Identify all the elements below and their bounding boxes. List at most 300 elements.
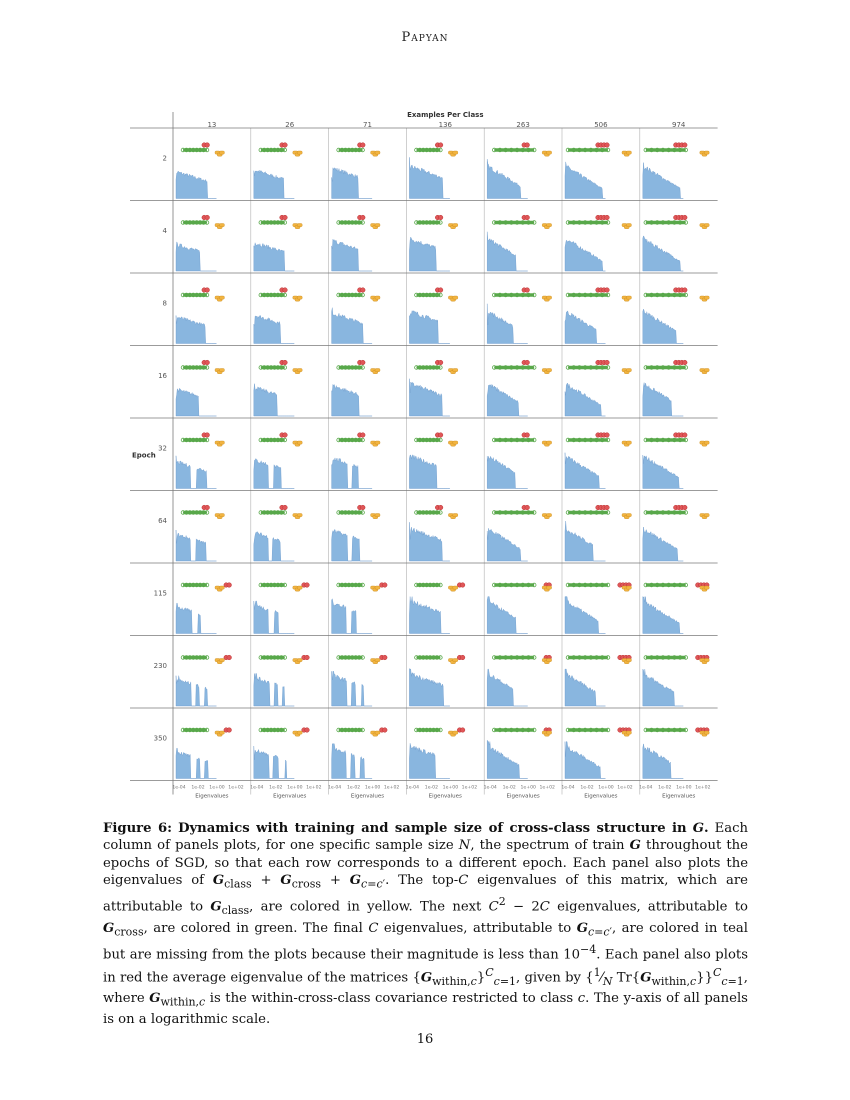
panel — [409, 728, 465, 779]
panel — [176, 360, 224, 416]
red-eigenvalue-marker — [460, 728, 465, 733]
green-eigenvalue-band — [339, 656, 363, 660]
red-eigenvalue-marker — [383, 583, 388, 588]
x-tick-label: 1e+00 — [520, 785, 536, 791]
red-eigenvalue-marker — [361, 505, 366, 510]
x-tick-label: 1e+00 — [676, 785, 692, 791]
spectrum-histogram — [176, 316, 217, 344]
spectrum-histogram — [565, 240, 606, 271]
panel — [332, 433, 380, 489]
yellow-eigenvalue-marker — [453, 224, 458, 227]
spectrum-histogram — [254, 459, 294, 489]
green-eigenvalue-band — [339, 583, 363, 587]
yellow-eigenvalue-marker — [297, 441, 302, 444]
red-eigenvalue-marker — [605, 143, 610, 148]
yellow-eigenvalue-marker — [297, 369, 302, 372]
red-eigenvalue-marker — [525, 288, 530, 293]
x-tick-label: 1e-02 — [580, 785, 594, 791]
panel — [176, 433, 224, 489]
green-eigenvalue-band — [568, 728, 608, 732]
spectrum-histogram — [332, 530, 373, 561]
spectrum-histogram — [487, 304, 528, 344]
panel — [565, 288, 631, 344]
yellow-eigenvalue-marker — [626, 151, 631, 154]
panel — [487, 360, 551, 416]
red-eigenvalue-marker — [438, 360, 443, 365]
x-tick-label: 1e-02 — [502, 785, 516, 791]
spectrum-histogram — [565, 162, 606, 199]
x-tick-label: 1e-04 — [405, 785, 420, 791]
panel — [643, 360, 709, 416]
yellow-eigenvalue-marker — [219, 224, 224, 227]
yellow-eigenvalue-marker — [704, 296, 709, 299]
row-label: 4 — [162, 227, 167, 236]
spectrum-histogram — [254, 316, 294, 344]
red-eigenvalue-marker — [283, 360, 288, 365]
x-tick-label: 1e-02 — [269, 785, 283, 791]
red-eigenvalue-marker — [683, 215, 688, 220]
panel — [254, 288, 302, 344]
red-eigenvalue-marker — [438, 433, 443, 438]
spectrum-histogram — [254, 243, 294, 271]
red-eigenvalue-marker — [460, 655, 465, 660]
red-eigenvalue-marker — [683, 143, 688, 148]
red-eigenvalue-marker — [283, 215, 288, 220]
green-eigenvalue-band — [416, 148, 440, 152]
column-label: 71 — [363, 121, 372, 129]
green-eigenvalue-band — [416, 438, 440, 442]
row-label: 115 — [153, 589, 167, 598]
green-eigenvalue-band — [568, 221, 608, 225]
row-label: 16 — [158, 372, 167, 381]
green-eigenvalue-band — [416, 583, 440, 587]
yellow-eigenvalue-marker — [219, 586, 224, 589]
spectrum-histogram — [409, 455, 450, 489]
spectrum-histogram — [409, 669, 450, 706]
x-tick-label: 1e-02 — [191, 785, 205, 791]
yellow-eigenvalue-marker — [453, 586, 458, 589]
green-eigenvalue-band — [339, 148, 363, 152]
spectrum-histogram — [332, 308, 373, 344]
panel — [332, 143, 380, 199]
row-label: 230 — [153, 662, 167, 671]
yellow-eigenvalue-marker — [453, 441, 458, 444]
green-eigenvalue-band — [261, 728, 285, 732]
panel — [565, 583, 631, 634]
yellow-eigenvalue-marker — [453, 514, 458, 517]
red-eigenvalue-marker — [683, 288, 688, 293]
yellow-eigenvalue-marker — [219, 514, 224, 517]
panel — [565, 143, 631, 199]
x-tick-label: 1e-04 — [561, 785, 575, 791]
green-eigenvalue-band — [183, 511, 207, 515]
panel — [409, 215, 457, 271]
spectrum-histogram — [176, 676, 217, 706]
panel — [487, 728, 551, 779]
yellow-eigenvalue-marker — [453, 151, 458, 154]
spectrum-histogram — [565, 311, 606, 344]
x-axis-label: Eigenvalues — [662, 793, 696, 800]
spectrum-histogram — [332, 671, 373, 706]
green-eigenvalue-band — [646, 511, 686, 515]
yellow-eigenvalue-marker — [626, 731, 631, 734]
red-eigenvalue-marker — [305, 728, 310, 733]
yellow-eigenvalue-marker — [626, 586, 631, 589]
red-eigenvalue-marker — [605, 215, 610, 220]
panel — [409, 655, 465, 706]
x-tick-label: 1e-04 — [250, 785, 264, 791]
yellow-eigenvalue-marker — [375, 296, 380, 299]
green-eigenvalue-band — [494, 438, 534, 442]
red-eigenvalue-marker — [438, 288, 443, 293]
spectrum-histogram — [643, 527, 684, 561]
red-eigenvalue-marker — [283, 288, 288, 293]
panel — [409, 288, 457, 344]
panel — [332, 288, 380, 344]
green-eigenvalue-band — [646, 583, 686, 587]
spectrum-histogram — [254, 746, 294, 779]
yellow-eigenvalue-marker — [453, 731, 458, 734]
green-eigenvalue-band — [261, 221, 285, 225]
yellow-eigenvalue-marker — [375, 731, 380, 734]
red-eigenvalue-marker — [605, 288, 610, 293]
panel — [409, 583, 465, 634]
spectrum-histogram — [487, 740, 528, 778]
green-eigenvalue-band — [568, 511, 608, 515]
red-eigenvalue-marker — [205, 143, 210, 148]
red-eigenvalue-marker — [361, 433, 366, 438]
yellow-eigenvalue-marker — [547, 659, 552, 662]
spectrum-histogram — [487, 597, 528, 634]
yellow-eigenvalue-marker — [375, 369, 380, 372]
row-label: 32 — [158, 444, 167, 453]
spectrum-histogram — [176, 603, 217, 633]
panel — [643, 288, 709, 344]
yellow-eigenvalue-marker — [547, 731, 552, 734]
figure-label: Figure 6: — [103, 821, 173, 836]
yellow-eigenvalue-marker — [547, 514, 552, 517]
yellow-eigenvalue-marker — [704, 586, 709, 589]
x-axis-label: Eigenvalues — [273, 793, 307, 800]
yellow-eigenvalue-marker — [219, 369, 224, 372]
x-axis-label: Eigenvalues — [195, 793, 229, 800]
panel — [332, 655, 388, 706]
spectrum-histogram — [332, 599, 373, 634]
spectrum-histogram — [254, 601, 294, 634]
spectrum-histogram — [487, 669, 528, 706]
x-tick-label: 1e+02 — [695, 785, 711, 791]
green-eigenvalue-band — [261, 583, 285, 587]
panel — [565, 655, 631, 706]
yellow-eigenvalue-marker — [704, 731, 709, 734]
spectrum-histogram — [409, 379, 450, 416]
panel — [565, 728, 631, 779]
yellow-eigenvalue-marker — [704, 514, 709, 517]
panel — [643, 505, 709, 561]
spectrum-histogram — [409, 237, 450, 271]
spectrum-histogram — [176, 456, 217, 489]
red-eigenvalue-marker — [305, 655, 310, 660]
spectrum-histogram — [332, 744, 373, 779]
spectrum-histogram — [254, 532, 294, 562]
x-tick-label: 1e+02 — [539, 785, 555, 791]
caption-title: Dynamics with training and sample size of cross-class structure in — [178, 821, 687, 836]
yellow-eigenvalue-marker — [219, 296, 224, 299]
yellow-eigenvalue-marker — [375, 659, 380, 662]
column-label: 13 — [207, 121, 217, 129]
column-label: 136 — [438, 121, 452, 129]
red-eigenvalue-marker — [525, 360, 530, 365]
spectrum-histogram — [254, 674, 294, 707]
panel — [332, 360, 380, 416]
panel — [643, 215, 709, 271]
panel — [332, 583, 388, 634]
row-label: 64 — [158, 517, 167, 526]
panel — [176, 288, 224, 344]
yellow-eigenvalue-marker — [547, 151, 552, 154]
panel — [487, 215, 551, 271]
x-tick-label: 1e+02 — [228, 785, 244, 791]
spectrum-histogram — [254, 384, 294, 416]
spectrum-histogram — [565, 383, 606, 416]
row-label: 350 — [153, 734, 167, 743]
green-eigenvalue-band — [339, 293, 363, 297]
yellow-eigenvalue-marker — [297, 296, 302, 299]
x-tick-label: 1e+02 — [383, 785, 400, 791]
yellow-eigenvalue-marker — [547, 441, 552, 444]
spectrum-histogram — [565, 453, 606, 489]
spectrum-histogram — [176, 388, 217, 416]
yellow-eigenvalue-marker — [547, 369, 552, 372]
red-eigenvalue-marker — [438, 143, 443, 148]
x-tick-label: 1e-02 — [658, 785, 672, 791]
x-tick-label: 1e+00 — [287, 785, 303, 791]
green-eigenvalue-band — [183, 438, 207, 442]
red-eigenvalue-marker — [205, 360, 210, 365]
spectrum-histogram — [176, 171, 217, 198]
panel — [254, 583, 309, 634]
green-eigenvalue-band — [183, 366, 207, 370]
green-eigenvalue-band — [568, 148, 608, 152]
spectrum-histogram — [487, 384, 528, 416]
panel — [332, 505, 380, 561]
spectrum-histogram — [643, 455, 684, 489]
spectrum-histogram — [332, 458, 373, 489]
green-eigenvalue-band — [339, 438, 363, 442]
panel — [176, 583, 232, 634]
spectrum-histogram — [409, 311, 450, 344]
red-eigenvalue-marker — [683, 505, 688, 510]
red-eigenvalue-marker — [361, 288, 366, 293]
yellow-eigenvalue-marker — [704, 369, 709, 372]
yellow-eigenvalue-marker — [219, 659, 224, 662]
yellow-eigenvalue-marker — [375, 224, 380, 227]
spectrum-histogram — [643, 163, 684, 199]
spectrum-histogram — [332, 239, 373, 271]
panel — [332, 215, 380, 271]
red-eigenvalue-marker — [361, 360, 366, 365]
spectrum-histogram — [332, 384, 373, 416]
spectrum-histogram — [409, 522, 450, 561]
x-tick-label: 1e+00 — [364, 785, 381, 791]
yellow-eigenvalue-marker — [297, 151, 302, 154]
green-eigenvalue-band — [646, 438, 686, 442]
x-axis-label: Eigenvalues — [584, 793, 618, 800]
green-eigenvalue-band — [261, 438, 285, 442]
x-tick-label: 1e+00 — [598, 785, 614, 791]
panel — [643, 433, 709, 489]
red-eigenvalue-marker — [525, 433, 530, 438]
yellow-eigenvalue-marker — [297, 224, 302, 227]
red-eigenvalue-marker — [283, 505, 288, 510]
red-eigenvalue-marker — [525, 505, 530, 510]
yellow-eigenvalue-marker — [375, 441, 380, 444]
yellow-eigenvalue-marker — [453, 296, 458, 299]
yellow-eigenvalue-marker — [547, 224, 552, 227]
spectrum-histogram — [643, 669, 684, 706]
spectrum-histogram — [176, 748, 217, 778]
yellow-eigenvalue-marker — [704, 224, 709, 227]
yellow-eigenvalue-marker — [219, 151, 224, 154]
panel — [487, 433, 551, 489]
green-eigenvalue-band — [494, 656, 534, 660]
spectrum-histogram — [643, 597, 684, 634]
panel — [176, 728, 232, 779]
green-eigenvalue-band — [494, 293, 534, 297]
red-eigenvalue-marker — [460, 583, 465, 588]
row-label: 8 — [162, 299, 167, 308]
running-header: Papyan — [401, 30, 449, 45]
green-eigenvalue-band — [568, 293, 608, 297]
green-eigenvalue-band — [416, 656, 440, 660]
yellow-eigenvalue-marker — [375, 151, 380, 154]
red-eigenvalue-marker — [525, 143, 530, 148]
column-label: 506 — [594, 121, 608, 129]
spectrum-histogram — [332, 168, 373, 199]
red-eigenvalue-marker — [227, 655, 232, 660]
green-eigenvalue-band — [494, 366, 534, 370]
yellow-eigenvalue-marker — [626, 224, 631, 227]
green-eigenvalue-band — [261, 293, 285, 297]
panel — [176, 505, 224, 561]
green-eigenvalue-band — [416, 221, 440, 225]
green-eigenvalue-band — [339, 221, 363, 225]
spectrum-histogram — [565, 669, 606, 706]
green-eigenvalue-band — [183, 656, 207, 660]
spectrum-histogram — [176, 530, 217, 561]
spectrum-histogram — [643, 383, 684, 416]
column-label: 974 — [672, 121, 686, 129]
green-eigenvalue-band — [339, 511, 363, 515]
panel — [643, 728, 709, 779]
spectrum-histogram — [409, 157, 450, 198]
panel — [176, 143, 224, 199]
red-eigenvalue-marker — [605, 433, 610, 438]
yellow-eigenvalue-marker — [704, 151, 709, 154]
panel — [565, 215, 631, 271]
yellow-eigenvalue-marker — [297, 586, 302, 589]
green-eigenvalue-band — [261, 366, 285, 370]
x-tick-label: 1e-02 — [346, 785, 361, 791]
panel — [254, 143, 302, 199]
yellow-eigenvalue-marker — [297, 659, 302, 662]
yellow-eigenvalue-marker — [297, 514, 302, 517]
green-eigenvalue-band — [494, 728, 534, 732]
panel — [409, 505, 457, 561]
column-label: 26 — [285, 121, 295, 129]
spectrum-histogram — [643, 744, 684, 779]
x-tick-label: 1e-04 — [483, 785, 497, 791]
x-tick-label: 1e+02 — [461, 785, 478, 791]
green-eigenvalue-band — [183, 583, 207, 587]
panel — [409, 433, 457, 489]
green-eigenvalue-band — [568, 583, 608, 587]
yellow-eigenvalue-marker — [297, 731, 302, 734]
yellow-eigenvalue-marker — [626, 659, 631, 662]
red-eigenvalue-marker — [438, 215, 443, 220]
green-eigenvalue-band — [494, 583, 534, 587]
red-eigenvalue-marker — [605, 360, 610, 365]
panel — [254, 655, 309, 706]
panel — [254, 505, 302, 561]
yellow-eigenvalue-marker — [626, 514, 631, 517]
green-eigenvalue-band — [646, 293, 686, 297]
figure-top-title: Examples Per Class — [407, 111, 484, 119]
yellow-eigenvalue-marker — [453, 659, 458, 662]
red-eigenvalue-marker — [227, 583, 232, 588]
panel — [254, 433, 302, 489]
yellow-eigenvalue-marker — [453, 369, 458, 372]
panel — [487, 583, 551, 634]
green-eigenvalue-band — [183, 293, 207, 297]
spectrum-histogram — [643, 309, 684, 343]
yellow-eigenvalue-marker — [375, 514, 380, 517]
panel — [332, 728, 388, 779]
panel — [643, 143, 709, 199]
spectrum-histogram — [487, 528, 528, 561]
panel — [643, 655, 709, 706]
green-eigenvalue-band — [339, 728, 363, 732]
green-eigenvalue-band — [494, 511, 534, 515]
x-axis-label: Eigenvalues — [506, 793, 540, 800]
column-label: 263 — [516, 121, 530, 129]
panel — [487, 505, 551, 561]
green-eigenvalue-band — [646, 656, 686, 660]
red-eigenvalue-marker — [205, 288, 210, 293]
red-eigenvalue-marker — [205, 505, 210, 510]
x-tick-label: 1e+02 — [306, 785, 322, 791]
x-tick-label: 1e+00 — [442, 785, 459, 791]
yellow-eigenvalue-marker — [375, 586, 380, 589]
panel — [487, 143, 551, 199]
red-eigenvalue-marker — [683, 360, 688, 365]
green-eigenvalue-band — [646, 148, 686, 152]
yellow-eigenvalue-marker — [547, 586, 552, 589]
green-eigenvalue-band — [416, 728, 440, 732]
green-eigenvalue-band — [261, 511, 285, 515]
x-tick-label: 1e-04 — [639, 785, 653, 791]
panel — [254, 360, 302, 416]
x-tick-label: 1e+00 — [209, 785, 225, 791]
x-tick-label: 1e-04 — [172, 785, 186, 791]
green-eigenvalue-band — [646, 728, 686, 732]
green-eigenvalue-band — [646, 221, 686, 225]
panel — [409, 360, 457, 416]
spectrum-histogram — [565, 521, 606, 561]
red-eigenvalue-marker — [383, 655, 388, 660]
green-eigenvalue-band — [568, 438, 608, 442]
panel — [643, 583, 709, 634]
